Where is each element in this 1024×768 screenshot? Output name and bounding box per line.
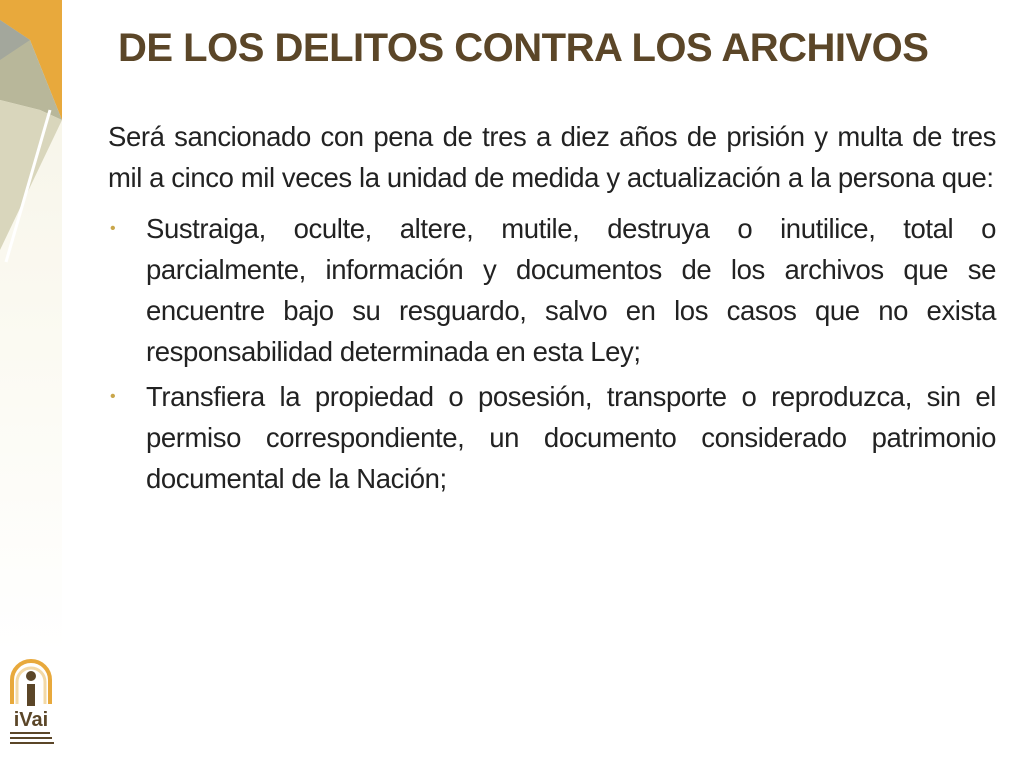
intro-paragraph: Será sancionado con pena de tres a diez años de prisión y multa de tres mil a cinco mil veces la unidad de medida y actualización a la persona que: [108, 121, 996, 193]
bullet-text: Sustraiga, oculte, altere, mutile, destruya o inutilice, total o parcialmente, información y documentos de los archivos que se encuentre bajo su resguardo, salvo en los casos que no exista responsabilidad determinada en esta Ley; [146, 213, 996, 367]
ivai-logo-icon [4, 656, 58, 752]
ivai-logo-mark: iVai [13, 709, 49, 731]
bullet-item [108, 208, 996, 372]
bullet-item [108, 376, 996, 499]
ivai-logo [4, 656, 58, 752]
bullet-text: Transfiera la propiedad o posesión, transporte o reproduzca, sin el permiso correspondiente, un documento considerado patrimonio documental de la Nación; [146, 381, 996, 494]
bullet-list [108, 208, 996, 499]
corner-decoration [0, 0, 62, 270]
slide-body [108, 116, 996, 503]
bullet-marker: • [110, 388, 116, 405]
bullet-marker: • [110, 220, 116, 237]
slide-title: DE LOS DELITOS CONTRA LOS ARCHIVOS [118, 26, 929, 70]
